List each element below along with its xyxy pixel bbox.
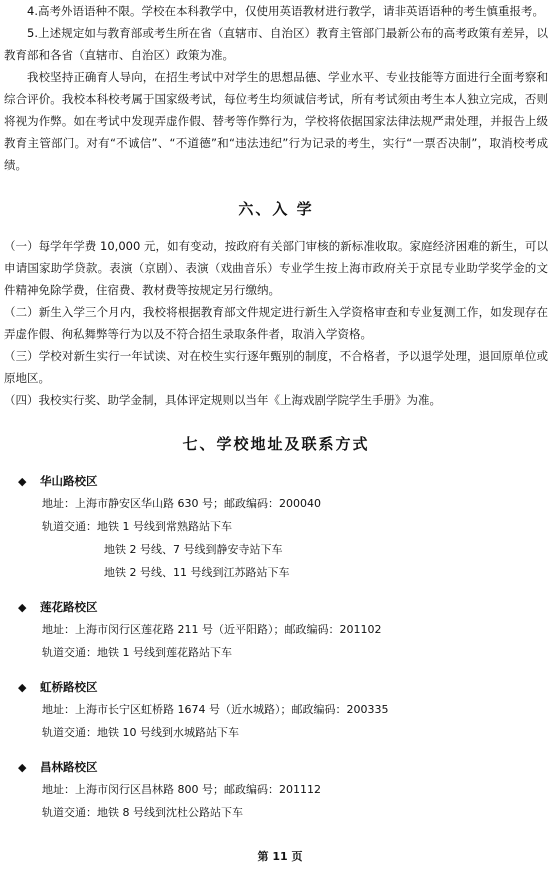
diamond-bullet-icon: ◆ (18, 600, 27, 614)
campus-address: 地址：上海市静安区华山路 630 号；邮政编码：200040 (42, 497, 321, 510)
campus-name: 华山路校区 (40, 474, 98, 488)
section-heading-contact: 七、学校地址及联系方式 (182, 435, 370, 453)
diamond-bullet-icon: ◆ (18, 760, 27, 774)
campus-transit: 轨道交通：地铁 1 号线到莲花路站下车 (42, 646, 232, 659)
campus-address: 地址：上海市长宁区虹桥路 1674 号（近水城路）；邮政编码：200335 (42, 703, 389, 716)
campus-hongqiao (18, 676, 548, 744)
campus-transit: 地铁 2 号线、7 号线到静安寺站下车 (104, 543, 283, 556)
campus-transit: 轨道交通：地铁 8 号线到沈杜公路站下车 (42, 806, 243, 819)
campus-address: 地址：上海市闵行区莲花路 211 号（近平阳路）；邮政编码：201102 (42, 623, 382, 636)
campus-transit: 地铁 2 号线、11 号线到江苏路站下车 (104, 566, 290, 579)
campus-lianhua (18, 596, 548, 664)
campus-changlin (18, 756, 548, 824)
paragraph-item4: 4.高考外语语种不限。学校在本科教学中，仅使用英语教材进行教学，请非英语语种的考生慎重报考。 (27, 4, 544, 18)
campus-huashan (18, 470, 548, 584)
campus-name: 虹桥路校区 (40, 680, 98, 694)
campus-name: 昌林路校区 (40, 760, 98, 774)
diamond-bullet-icon: ◆ (18, 680, 27, 694)
campus-transit: 轨道交通：地铁 1 号线到常熟路站下车 (42, 520, 232, 533)
enrollment-item-1: （一）每学年学费 10,000 元，如有变动，按政府有关部门审核的新标准收取。家庭经济困难的新生，可以申请国家助学贷款。表演（京剧）、表演（戏曲音乐）专业学生按上海市政府关于京昆专业助学奖学金的文件精神免除学费，住宿费、教材费等按规定另行缴纳。 (4, 239, 548, 297)
campus-address: 地址：上海市闵行区昌林路 800 号；邮政编码：201112 (42, 783, 321, 796)
section-heading-enrollment: 六、入 学 (238, 200, 314, 218)
campus-transit: 轨道交通：地铁 10 号线到水城路站下车 (42, 726, 239, 739)
enrollment-item-2: （二）新生入学三个月内，我校将根据教育部文件规定进行新生入学资格审查和专业复测工作，如发现存在弄虚作假、徇私舞弊等行为以及不符合招生录取条件者，取消入学资格。 (4, 305, 548, 341)
enrollment-item-4: （四）我校实行奖、助学金制，具体评定规则以当年《上海戏剧学院学生手册》为准。 (4, 393, 441, 407)
enrollment-item-3: （三）学校对新生实行一年试读、对在校生实行逐年甄别的制度，不合格者，予以退学处理，退回原单位或原地区。 (4, 349, 548, 385)
campus-name: 莲花路校区 (40, 600, 98, 614)
paragraph-item5: 5.上述规定如与教育部或考生所在省（直辖市、自治区）教育主管部门最新公布的高考政策有差异，以教育部和各省（直辖市、自治区）政策为准。 (4, 26, 548, 62)
paragraph-integrity: 我校坚持正确育人导向，在招生考试中对学生的思想品德、学业水平、专业技能等方面进行全面考察和综合评价。我校本科校考属于国家级考试，每位考生均须诚信考试，所有考试须由考生本人独立完成，否则将视为作弊。如在考试中发现弄虚作假、替考等作弊行为，学校将依据国家法律法规严肃处理，并报告上级教育主管部门。对有“不诚信”、“不道德”和“违法违纪”行为记录的考生，实行“一票否决制”，取消校考成绩。 (4, 70, 548, 172)
page-number: 第 11 页 (257, 850, 303, 863)
diamond-bullet-icon: ◆ (18, 474, 27, 488)
